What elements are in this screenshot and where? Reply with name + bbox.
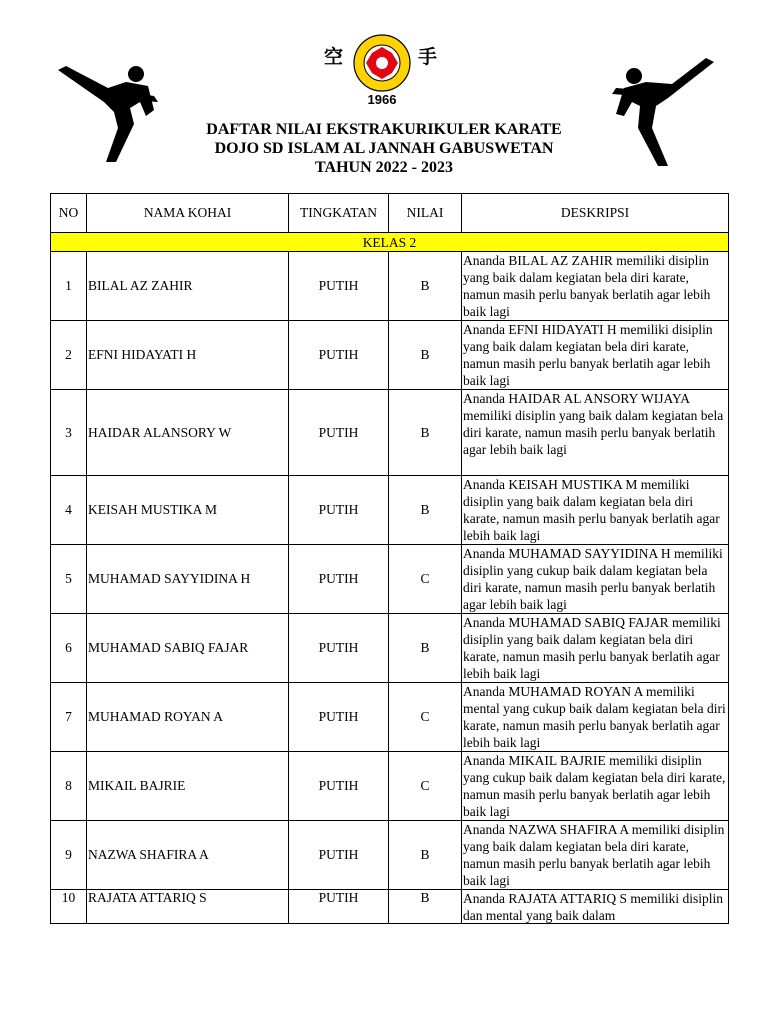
description-text: Ananda MUHAMAD ROYAN A memiliki mental yang cukup baik dalam kegiatan bela diri karate, namun masih perlu banyak berlatih agar lebih baik lagi [463, 684, 726, 750]
table-row [51, 614, 729, 683]
table-row [51, 252, 729, 321]
cell-description [462, 321, 729, 390]
cell-description [462, 614, 729, 683]
cell-name: MUHAMAD SAYYIDINA H [87, 545, 289, 614]
table-row [51, 476, 729, 545]
cell-name: NAZWA SHAFIRA A [87, 821, 289, 890]
description-text: Ananda KEISAH MUSTIKA M memiliki disiplin yang baik dalam kegiatan bela diri karate, namun masih perlu banyak berlatih agar lebih baik lagi [463, 477, 720, 543]
cell-name: MIKAIL BAJRIE [87, 752, 289, 821]
cell-no: 4 [51, 476, 87, 545]
cell-grade: B [389, 476, 462, 545]
cell-name: MUHAMAD SABIQ FAJAR [87, 614, 289, 683]
cell-name: RAJATA ATTARIQ S [87, 890, 289, 924]
grades-table [50, 193, 729, 924]
description-text: Ananda EFNI HIDAYATI H memiliki disiplin yang baik dalam kegiatan bela diri karate, namun masih perlu banyak berlatih agar lebih baik lagi [463, 322, 713, 388]
cell-description [462, 890, 729, 924]
cell-name: EFNI HIDAYATI H [87, 321, 289, 390]
kanji-kara: 空 [324, 46, 344, 68]
cell-level: PUTIH [289, 614, 389, 683]
description-text: Ananda RAJATA ATTARIQ S memiliki disiplin dan mental yang baik dalam [463, 891, 723, 923]
cell-description [462, 821, 729, 890]
group-row [51, 233, 729, 252]
cell-level: PUTIH [289, 321, 389, 390]
cell-name: MUHAMAD ROYAN A [87, 683, 289, 752]
cell-grade: C [389, 752, 462, 821]
table-row [51, 545, 729, 614]
col-header-name: NAMA KOHAI [87, 194, 289, 233]
table-row [51, 683, 729, 752]
cell-level: PUTIH [289, 545, 389, 614]
description-text: Ananda MUHAMAD SAYYIDINA H memiliki disiplin yang cukup baik dalam kegiatan bela diri karate, namun masih perlu banyak berlatih agar lebih baik lagi [463, 546, 723, 612]
cell-description [462, 683, 729, 752]
cell-no: 9 [51, 821, 87, 890]
cell-no: 7 [51, 683, 87, 752]
cell-description [462, 545, 729, 614]
table-row [51, 752, 729, 821]
col-header-level: TINGKATAN [289, 194, 389, 233]
cell-no: 6 [51, 614, 87, 683]
cell-no: 10 [51, 890, 87, 924]
description-text: Ananda BILAL AZ ZAHIR memiliki disiplin yang baik dalam kegiatan bela diri karate, namun masih perlu banyak berlatih agar lebih baik lagi [463, 253, 711, 319]
cell-name: HAIDAR ALANSORY W [87, 390, 289, 476]
cell-grade: C [389, 683, 462, 752]
col-header-grade: NILAI [389, 194, 462, 233]
cell-grade: B [389, 614, 462, 683]
cell-level: PUTIH [289, 821, 389, 890]
description-text: Ananda MUHAMAD SABIQ FAJAR memiliki disiplin yang baik dalam kegiatan bela diri karate, namun masih perlu banyak berlatih agar lebih baik lagi [463, 615, 721, 681]
cell-grade: B [389, 321, 462, 390]
doc-title-line2: DOJO SD ISLAM AL JANNAH GABUSWETAN [214, 140, 554, 157]
kanji-te: 手 [418, 46, 438, 68]
cell-description [462, 390, 729, 476]
cell-grade: B [389, 390, 462, 476]
club-logo [322, 34, 442, 112]
cell-no: 2 [51, 321, 87, 390]
cell-level: PUTIH [289, 390, 389, 476]
description-text: Ananda NAZWA SHAFIRA A memiliki disiplin yang baik dalam kegiatan bela diri karate, namun masih perlu banyak berlatih agar lebih baik lagi [463, 822, 725, 888]
col-header-no: NO [51, 194, 87, 233]
cell-level: PUTIH [289, 476, 389, 545]
table-row [51, 390, 729, 476]
doc-title-line3: TAHUN 2022 - 2023 [315, 159, 453, 176]
logo-year: 1966 [367, 92, 397, 107]
description-text: Ananda MIKAIL BAJRIE memiliki disiplin yang cukup baik dalam kegiatan bela diri karate, namun masih perlu banyak berlatih agar lebih baik lagi [463, 753, 726, 819]
cell-no: 8 [51, 752, 87, 821]
cell-grade: B [389, 821, 462, 890]
cell-description [462, 476, 729, 545]
cell-level: PUTIH [289, 752, 389, 821]
table-header-row [51, 194, 729, 233]
doc-title-line1: DAFTAR NILAI EKSTRAKURIKULER KARATE [206, 121, 562, 138]
cell-no: 3 [51, 390, 87, 476]
table-row [51, 321, 729, 390]
cell-grade: B [389, 252, 462, 321]
cell-no: 5 [51, 545, 87, 614]
col-header-description: DESKRIPSI [462, 194, 729, 233]
cell-no: 1 [51, 252, 87, 321]
group-label: KELAS 2 [51, 233, 729, 252]
kyokushin-emblem-icon [352, 34, 412, 92]
cell-description [462, 752, 729, 821]
table-row [51, 890, 729, 924]
cell-level: PUTIH [289, 683, 389, 752]
cell-grade: C [389, 545, 462, 614]
cell-description [462, 252, 729, 321]
cell-name: BILAL AZ ZAHIR [87, 252, 289, 321]
cell-grade: B [389, 890, 462, 924]
cell-level: PUTIH [289, 890, 389, 924]
cell-level: PUTIH [289, 252, 389, 321]
cell-name: KEISAH MUSTIKA M [87, 476, 289, 545]
description-text: Ananda HAIDAR AL ANSORY WIJAYA memiliki disiplin yang baik dalam kegiatan bela diri karate, namun masih perlu banyak berlatih agar lebih baik lagi [463, 391, 724, 457]
table-row [51, 821, 729, 890]
